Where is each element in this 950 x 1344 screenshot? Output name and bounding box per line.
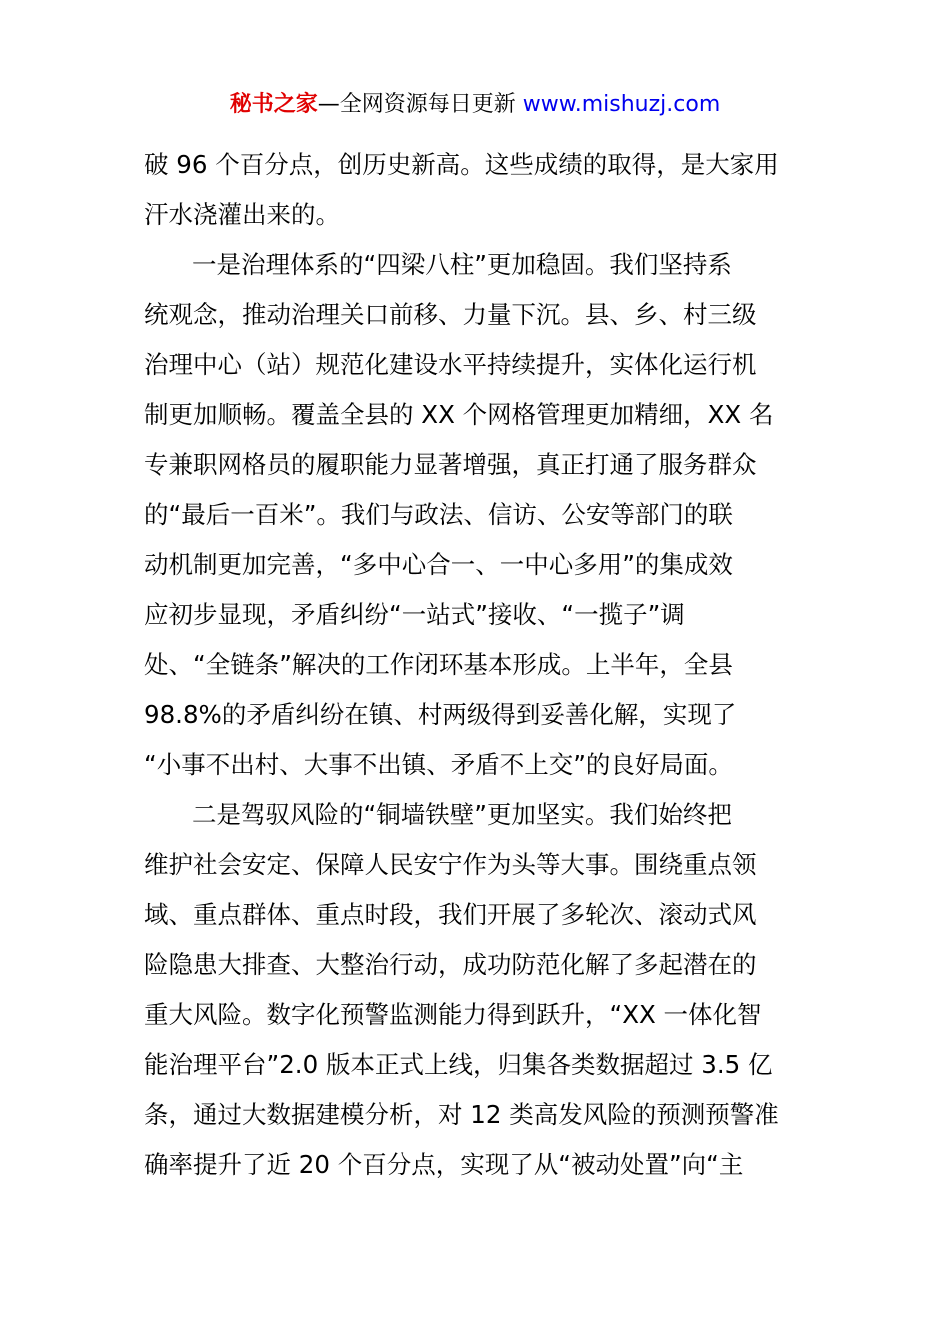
- text-line: 能治理平台”2.0 版本正式上线，归集各类数据超过 3.5 亿: [144, 1050, 773, 1079]
- text-line: 维护社会安定、保障人民安宁作为头等大事。围绕重点领: [144, 850, 757, 879]
- text-line: 险隐患大排查、大整治行动，成功防范化解了多起潜在的: [144, 950, 757, 979]
- paragraph-start-line: 一是治理体系的“四梁八柱”更加稳固。我们坚持系: [192, 250, 732, 279]
- text-line: 治理中心（站）规范化建设水平持续提升，实体化运行机: [144, 350, 757, 379]
- text-line: 域、重点群体、重点时段，我们开展了多轮次、滚动式风: [144, 900, 757, 929]
- text-line: 条，通过大数据建模分析，对 12 类高发风险的预测预警准: [144, 1100, 779, 1129]
- text-line: “小事不出村、大事不出镇、矛盾不上交”的良好局面。: [144, 750, 733, 779]
- site-url-link[interactable]: www.mishuzj.com: [522, 92, 721, 117]
- text-line: 98.8%的矛盾纠纷在镇、村两级得到妥善化解，实现了: [144, 700, 737, 729]
- text-line: 确率提升了近 20 个百分点，实现了从“被动处置”向“主: [144, 1150, 744, 1179]
- text-line: 应初步显现，矛盾纠纷“一站式”接收、“一揽子”调: [144, 600, 685, 629]
- text-line: 统观念，推动治理关口前移、力量下沉。县、乡、村三级: [144, 300, 757, 329]
- brand-name: 秘书之家: [229, 92, 318, 117]
- text-line: 专兼职网格员的履职能力显著增强，真正打通了服务群众: [144, 450, 757, 479]
- site-header: [0, 88, 950, 122]
- text-line: 动机制更加完善，“多中心合一、一中心多用”的集成效: [144, 550, 733, 579]
- text-line: 汗水浇灌出来的。: [144, 200, 340, 229]
- text-line: 重大风险。数字化预警监测能力得到跃升，“XX 一体化智: [144, 1000, 762, 1029]
- text-line: 破 96 个百分点，创历史新高。这些成绩的取得，是大家用: [144, 150, 779, 179]
- header-tagline: —全网资源每日更新: [317, 92, 523, 117]
- text-line: 处、“全链条”解决的工作闭环基本形成。上半年，全县: [144, 650, 733, 679]
- text-line: 的“最后一百米”。我们与政法、信访、公安等部门的联: [144, 500, 733, 529]
- text-line: 制更加顺畅。覆盖全县的 XX 个网格管理更加精细，XX 名: [144, 400, 774, 429]
- paragraph-start-line: 二是驾驭风险的“铜墙铁壁”更加坚实。我们始终把: [192, 800, 732, 829]
